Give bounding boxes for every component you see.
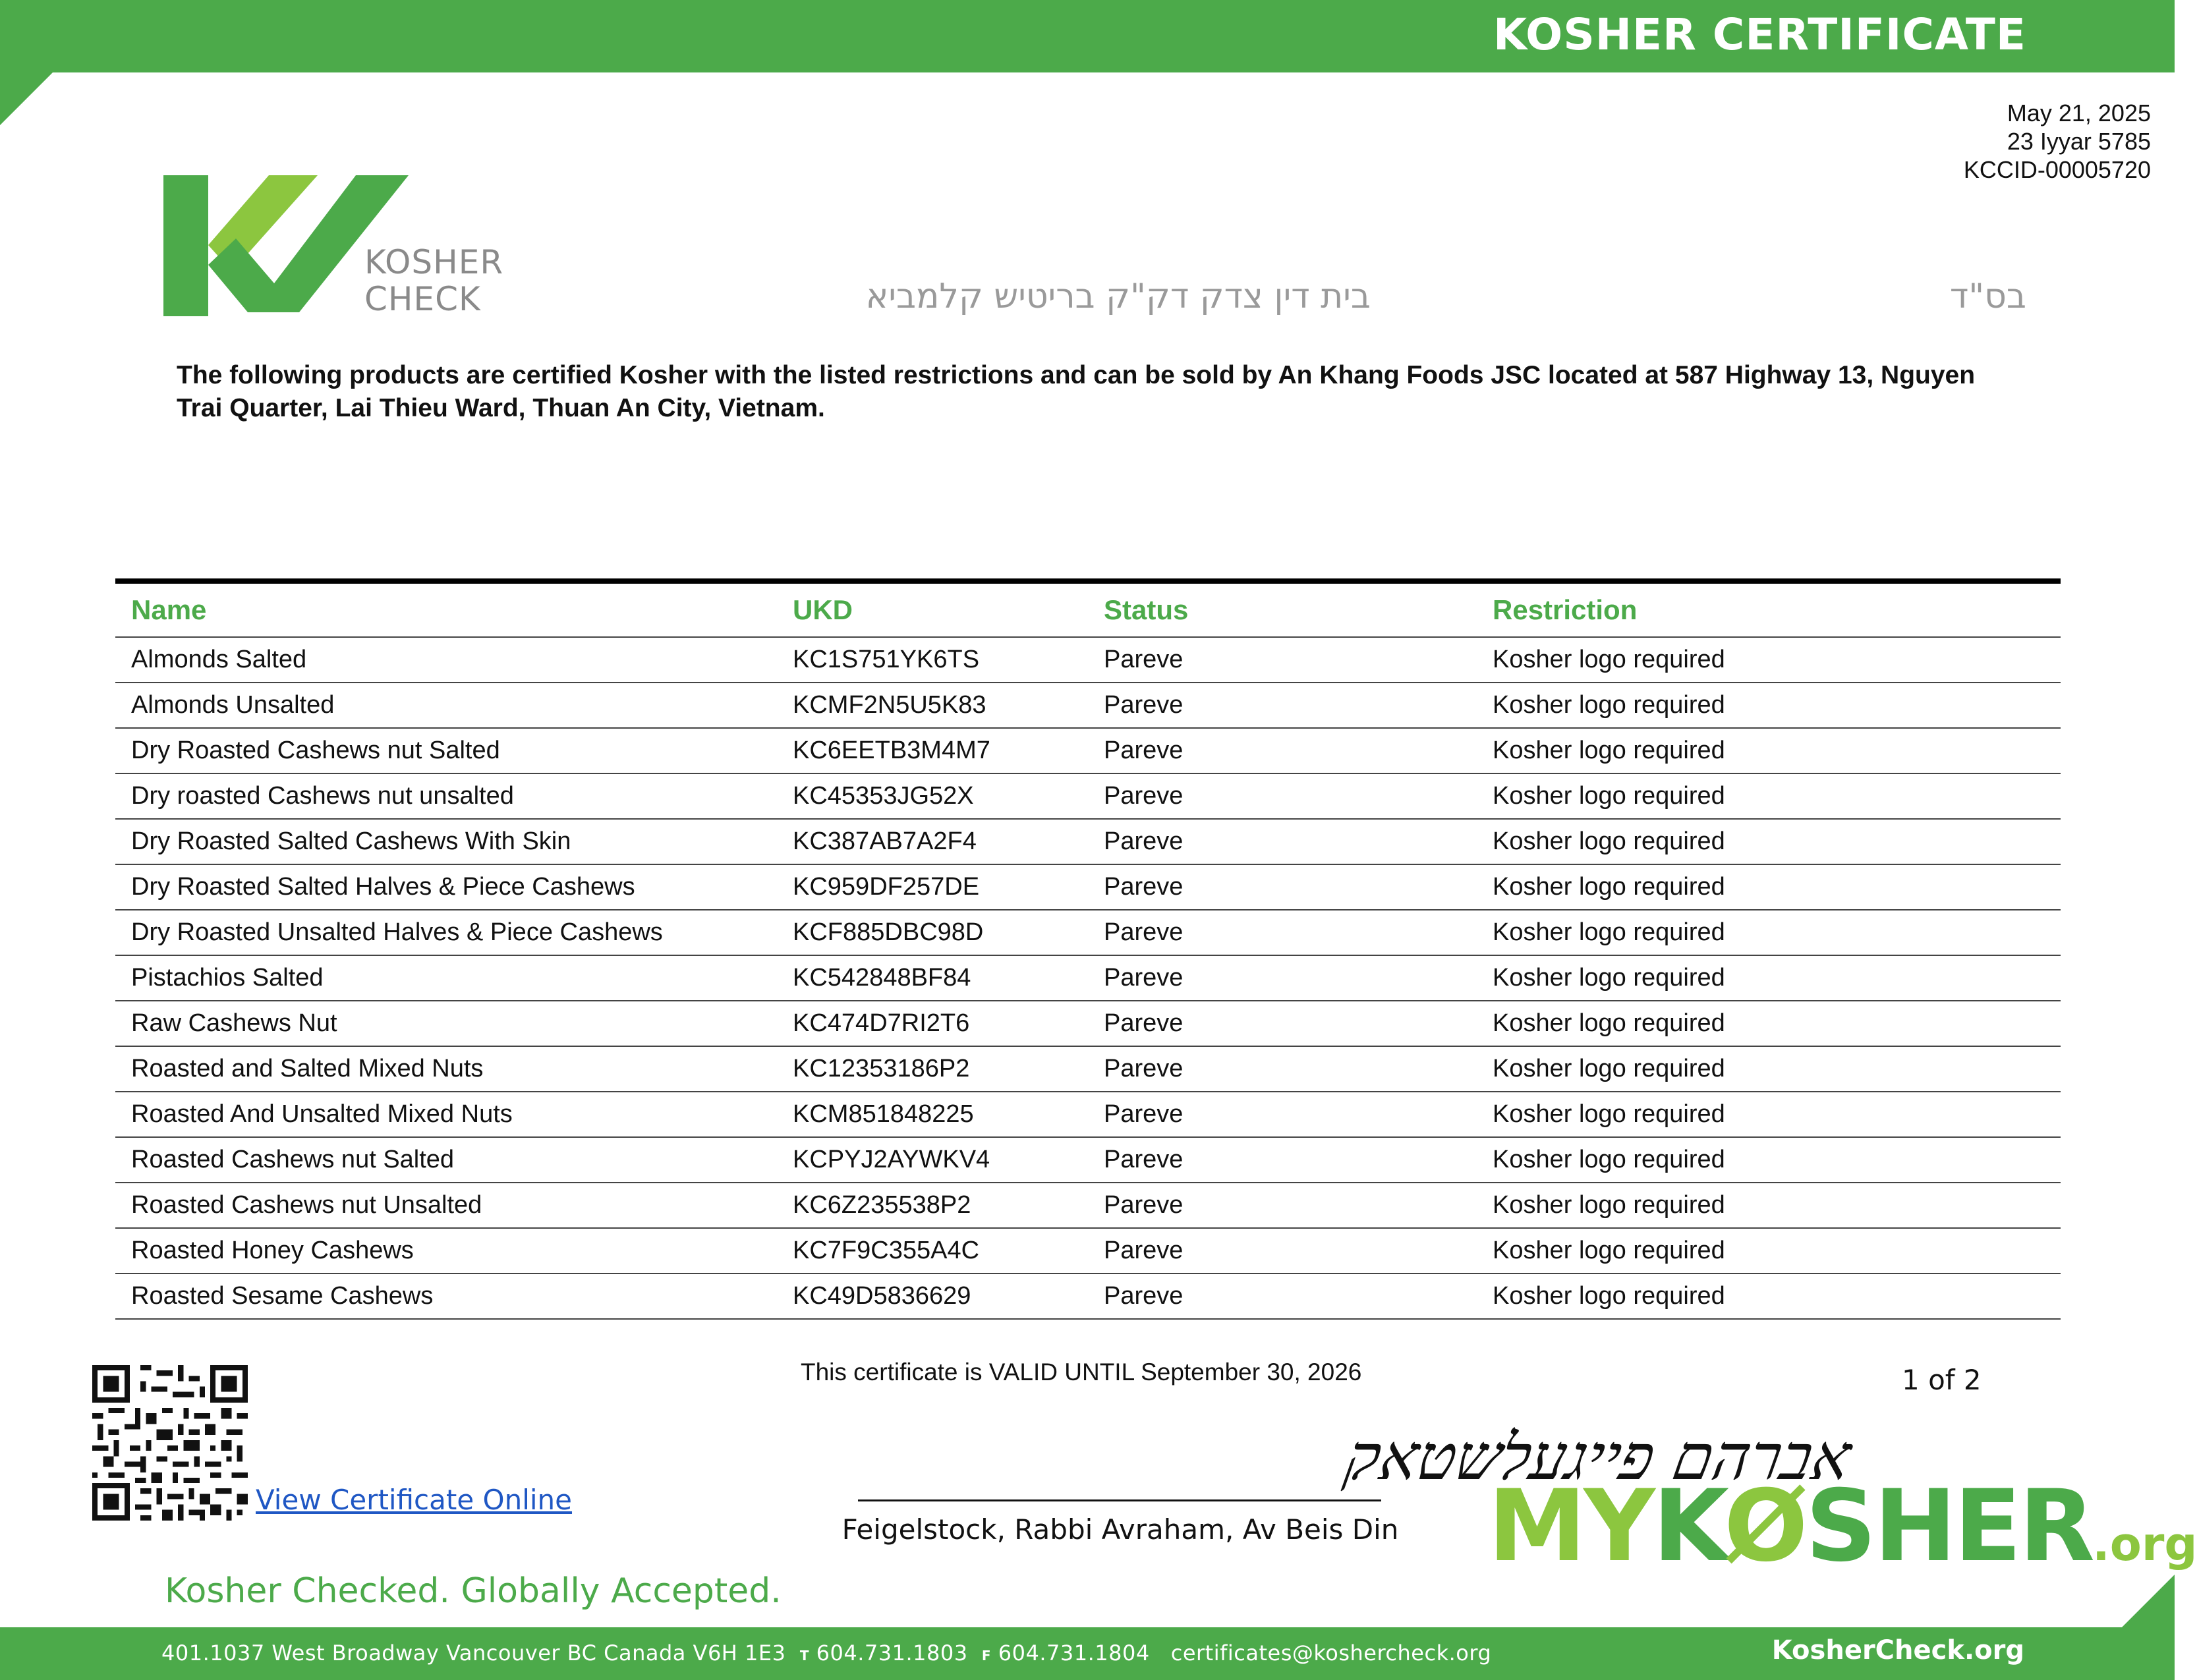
product-ukd: KCF885DBC98D	[777, 910, 1088, 955]
product-status: Pareve	[1088, 1274, 1477, 1319]
tagline: Kosher Checked. Globally Accepted.	[165, 1571, 782, 1611]
product-ukd: KC1S751YK6TS	[777, 637, 1088, 683]
validity-statement: This certificate is VALID UNTIL September 30, 2026	[801, 1358, 1362, 1386]
table-row	[115, 910, 2061, 955]
product-name: Pistachios Salted	[115, 955, 777, 1001]
table-row	[115, 1228, 2061, 1274]
product-status: Pareve	[1088, 637, 1477, 683]
product-status: Pareve	[1088, 728, 1477, 773]
table-row	[115, 1183, 2061, 1228]
beth-din-title: בית דין צדק דק"ק בריטיש קלמביא	[865, 277, 1371, 316]
product-restriction: Kosher logo required	[1477, 1183, 2061, 1228]
product-name: Roasted Honey Cashews	[115, 1228, 777, 1274]
qr-code-icon[interactable]	[92, 1365, 248, 1521]
product-status: Pareve	[1088, 1092, 1477, 1137]
product-restriction: Kosher logo required	[1477, 1001, 2061, 1046]
column-header-restriction: Restriction	[1477, 581, 2061, 637]
svg-text:אברהם פייגעלשטאק: אברהם פייגעלשטאק	[1340, 1420, 1857, 1494]
product-status: Pareve	[1088, 819, 1477, 864]
product-restriction: Kosher logo required	[1477, 1137, 2061, 1183]
product-name: Roasted Sesame Cashews	[115, 1274, 777, 1319]
product-restriction: Kosher logo required	[1477, 683, 2061, 728]
logo-wordmark: KOSHER CHECK	[364, 243, 504, 318]
product-restriction: Kosher logo required	[1477, 955, 2061, 1001]
certificate-id: KCCID-00005720	[1963, 156, 2151, 183]
page-number: 1 of 2	[1902, 1364, 1982, 1396]
issue-date: May 21, 2025	[2007, 99, 2151, 126]
table-row	[115, 637, 2061, 683]
product-restriction: Kosher logo required	[1477, 910, 2061, 955]
product-name: Dry roasted Cashews nut unsalted	[115, 773, 777, 819]
product-name: Dry Roasted Salted Halves & Piece Cashews	[115, 864, 777, 910]
product-ukd: KCMF2N5U5K83	[777, 683, 1088, 728]
signer-name: Feigelstock, Rabbi Avraham, Av Beis Din	[842, 1513, 1399, 1546]
product-ukd: KC542848BF84	[777, 955, 1088, 1001]
product-name: Almonds Salted	[115, 637, 777, 683]
column-header-ukd: UKD	[777, 581, 1088, 637]
products-table	[115, 578, 2061, 1320]
product-ukd: KC12353186P2	[777, 1046, 1088, 1092]
table-row	[115, 1001, 2061, 1046]
product-status: Pareve	[1088, 910, 1477, 955]
footer-notch	[2122, 1575, 2175, 1627]
product-restriction: Kosher logo required	[1477, 773, 2061, 819]
mykosher-logo: MYKØSHER.org	[1488, 1469, 2197, 1584]
product-status: Pareve	[1088, 864, 1477, 910]
column-header-status: Status	[1088, 581, 1477, 637]
product-name: Roasted And Unsalted Mixed Nuts	[115, 1092, 777, 1137]
intro-paragraph: The following products are certified Kosher with the listed restrictions and can be sold by An Khang Foods JSC located at 587 Highway 13, Nguyen Trai Quarter, Lai Thieu Ward, Thuan An City, Vietnam.	[177, 361, 1976, 422]
table-row	[115, 1046, 2061, 1092]
table-row	[115, 819, 2061, 864]
table-row	[115, 1274, 2061, 1319]
product-status: Pareve	[1088, 1001, 1477, 1046]
product-ukd: KC6EETB3M4M7	[777, 728, 1088, 773]
product-ukd: KCM851848225	[777, 1092, 1088, 1137]
certificate-meta	[1964, 99, 2151, 184]
product-status: Pareve	[1088, 683, 1477, 728]
view-certificate-online-link[interactable]: View Certificate Online	[256, 1484, 573, 1516]
table-row	[115, 773, 2061, 819]
signature-line	[858, 1499, 1381, 1501]
product-restriction: Kosher logo required	[1477, 864, 2061, 910]
product-ukd: KC474D7RI2T6	[777, 1001, 1088, 1046]
table-row	[115, 683, 2061, 728]
table-row	[115, 1092, 2061, 1137]
bsd-mark: בס"ד	[1949, 277, 2026, 316]
product-ukd: KC45353JG52X	[777, 773, 1088, 819]
product-restriction: Kosher logo required	[1477, 1092, 2061, 1137]
product-name: Dry Roasted Cashews nut Salted	[115, 728, 777, 773]
signature-image	[853, 1413, 1857, 1499]
contact-address: 401.1037 West Broadway Vancouver BC Canada V6H 1E3 T 604.731.1803 F 604.731.1804 certificates@koshercheck.org	[161, 1640, 1492, 1666]
product-name: Roasted Cashews nut Unsalted	[115, 1183, 777, 1228]
product-status: Pareve	[1088, 1228, 1477, 1274]
product-status: Pareve	[1088, 955, 1477, 1001]
website-link[interactable]: KosherCheck.org	[1771, 1635, 2024, 1666]
product-ukd: KC387AB7A2F4	[777, 819, 1088, 864]
table-row	[115, 864, 2061, 910]
header-notch	[0, 72, 53, 125]
table-row	[115, 955, 2061, 1001]
product-restriction: Kosher logo required	[1477, 1228, 2061, 1274]
product-restriction: Kosher logo required	[1477, 819, 2061, 864]
product-restriction: Kosher logo required	[1477, 637, 2061, 683]
column-header-name: Name	[115, 581, 777, 637]
product-ukd: KC959DF257DE	[777, 864, 1088, 910]
product-ukd: KCPYJ2AYWKV4	[777, 1137, 1088, 1183]
table-row	[115, 1137, 2061, 1183]
table-row	[115, 728, 2061, 773]
product-status: Pareve	[1088, 1046, 1477, 1092]
contact-email[interactable]: certificates@koshercheck.org	[1170, 1640, 1492, 1666]
product-name: Dry Roasted Salted Cashews With Skin	[115, 819, 777, 864]
product-restriction: Kosher logo required	[1477, 1046, 2061, 1092]
product-name: Almonds Unsalted	[115, 683, 777, 728]
product-name: Dry Roasted Unsalted Halves & Piece Cashews	[115, 910, 777, 955]
product-name: Roasted Cashews nut Salted	[115, 1137, 777, 1183]
product-restriction: Kosher logo required	[1477, 728, 2061, 773]
certificate-title: KOSHER CERTIFICATE	[1493, 9, 2026, 60]
product-ukd: KC6Z235538P2	[777, 1183, 1088, 1228]
product-status: Pareve	[1088, 773, 1477, 819]
product-name: Roasted and Salted Mixed Nuts	[115, 1046, 777, 1092]
product-restriction: Kosher logo required	[1477, 1274, 2061, 1319]
product-ukd: KC7F9C355A4C	[777, 1228, 1088, 1274]
product-name: Raw Cashews Nut	[115, 1001, 777, 1046]
hebrew-date: 23 Iyyar 5785	[2007, 128, 2151, 155]
product-status: Pareve	[1088, 1183, 1477, 1228]
table-header-row	[115, 581, 2061, 637]
product-status: Pareve	[1088, 1137, 1477, 1183]
product-ukd: KC49D5836629	[777, 1274, 1088, 1319]
